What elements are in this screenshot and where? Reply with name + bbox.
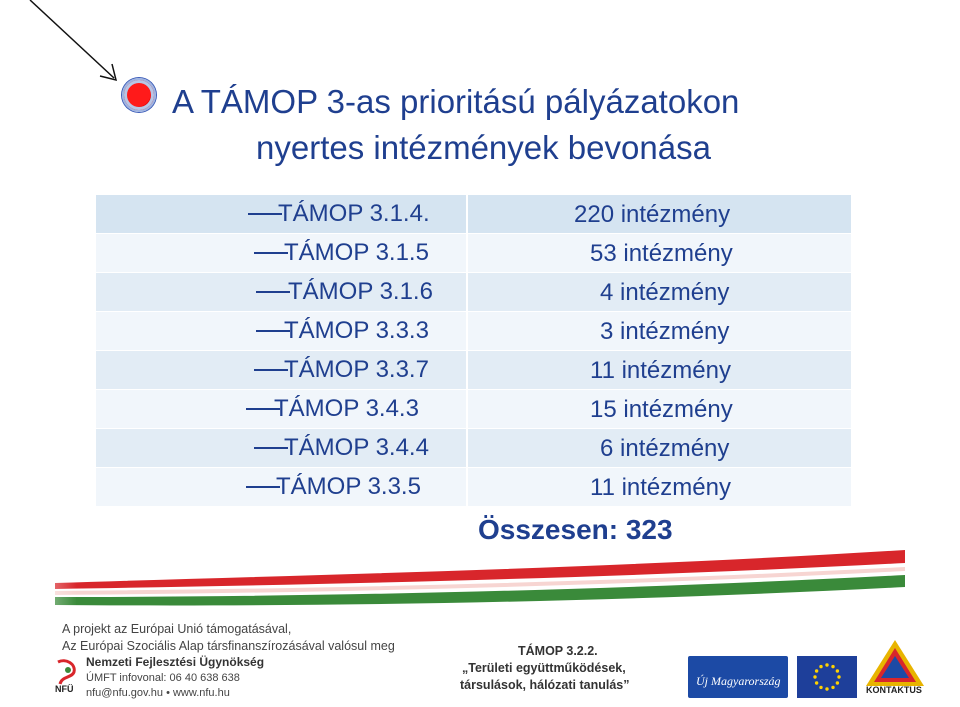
flag-swoosh-decoration (0, 545, 960, 615)
table-row (96, 429, 851, 467)
footer-esf-text: Az Európai Szociális Alap társfinanszírozásával valósul meg (62, 639, 395, 653)
eu-star-icon (837, 675, 840, 678)
institution-count: 220 intézmény (574, 201, 731, 228)
table-row (96, 468, 851, 506)
program-code: TÁMOP 3.3.5 (276, 473, 421, 500)
dash-bullet-icon (254, 252, 288, 254)
eu-star-icon (836, 681, 839, 684)
slide-title-line1: A TÁMOP 3-as prioritású pályázatokon (172, 83, 740, 120)
institution-count: 53 intézmény (590, 240, 733, 267)
eu-flag-icon (797, 656, 857, 698)
dash-bullet-icon (248, 213, 282, 215)
nfu-logo-text: NFÜ (55, 684, 74, 694)
table-row (96, 234, 851, 272)
eu-star-icon (819, 686, 822, 689)
slide-title-line2: nyertes intézmények bevonása (256, 129, 711, 166)
footer-phone: ÚMFT infovonal: 06 40 638 638 (86, 672, 240, 684)
institution-count: 6 intézmény (600, 435, 730, 462)
table-row (96, 390, 851, 428)
institution-count: 11 intézmény (590, 357, 731, 384)
table-row (96, 195, 851, 233)
footer-agency-name: Nemzeti Fejlesztési Ügynökség (86, 655, 265, 669)
bullet-icon (122, 78, 156, 112)
program-code: TÁMOP 3.3.3 (284, 317, 429, 344)
footer-contact[interactable]: nfu@nfu.gov.hu • www.nfu.hu (86, 687, 230, 699)
eu-star-icon (836, 669, 839, 672)
table-row (96, 312, 851, 350)
institution-count: 4 intézmény (600, 279, 730, 306)
dash-bullet-icon (254, 447, 288, 449)
eu-star-icon (831, 686, 834, 689)
table-row (96, 273, 851, 311)
dash-bullet-icon (256, 291, 290, 293)
institution-count: 11 intézmény (590, 474, 731, 501)
arrow-pointer-icon (0, 0, 130, 90)
intezmeny-table (96, 195, 851, 511)
kontaktus-logo-text: KONTAKTUS (866, 685, 922, 695)
eu-star-icon (819, 665, 822, 668)
eu-star-icon (815, 669, 818, 672)
program-code: TÁMOP 3.1.6 (288, 278, 433, 305)
institution-count: 3 intézmény (600, 318, 730, 345)
program-code: TÁMOP 3.3.7 (284, 356, 429, 383)
program-code: TÁMOP 3.1.4. (278, 200, 430, 227)
table-row (96, 351, 851, 389)
footer-program-title-1: „Területi együttműködések, (462, 661, 626, 675)
total-label: Összesen: 323 (478, 514, 673, 545)
program-code: TÁMOP 3.4.3 (274, 395, 419, 422)
program-code: TÁMOP 3.1.5 (284, 239, 429, 266)
footer (0, 612, 960, 707)
program-code: TÁMOP 3.4.4 (284, 434, 429, 461)
footer-program-title-2: társulások, hálózati tanulás” (460, 678, 630, 692)
nfu-logo-icon (54, 658, 80, 694)
dash-bullet-icon (254, 369, 288, 371)
eu-star-icon (825, 663, 828, 666)
footer-eu-support-text: A projekt az Európai Unió támogatásával, (62, 622, 292, 636)
eu-star-icon (825, 687, 828, 690)
eu-star-icon (813, 675, 816, 678)
eu-star-icon (815, 681, 818, 684)
dash-bullet-icon (246, 486, 280, 488)
eu-star-icon (831, 665, 834, 668)
footer-program-code: TÁMOP 3.2.2. (518, 644, 598, 658)
uj-magyarorszag-logo-text: Új Magyarország (696, 674, 781, 688)
institution-count: 15 intézmény (590, 396, 733, 423)
